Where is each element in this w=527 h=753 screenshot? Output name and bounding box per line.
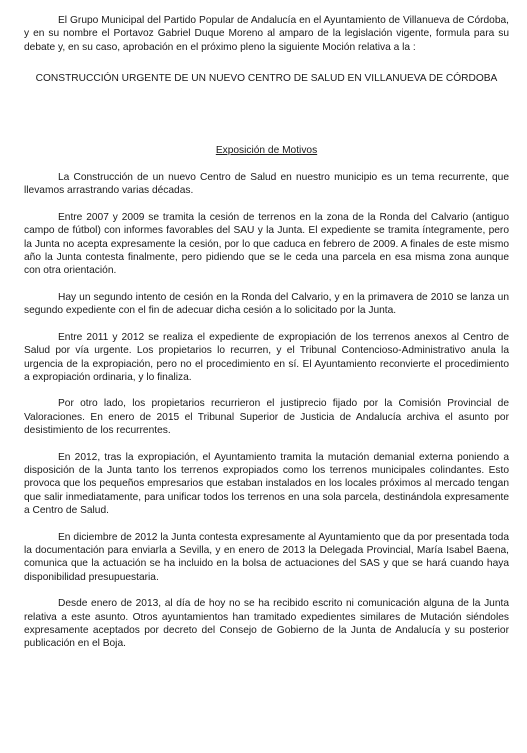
paragraph-5: Por otro lado, los propietarios recurrieron el justiprecio fijado por la Comisión Provincial de Valoraciones. En enero de 2015 el Tribunal Superior de Justicia de Andalucía archiva el asunto por desistimiento de los recurrentes. <box>24 398 509 437</box>
paragraph-1: La Construcción de un nuevo Centro de Salud en nuestro municipio es un tema recurrente, que llevamos arrastrando varias décadas. <box>24 172 509 197</box>
section-heading-text: Exposición de Motivos <box>215 144 318 156</box>
paragraph-6: En 2012, tras la expropiación, el Ayuntamiento tramita la mutación demanial externa poniendo a disposición de la Junta tanto los terrenos expropiados como los terrenos municipales colindantes. Esto provoca que los pequeños empresarios que estaban instalados en los locales próximos al mercado tengan que salir inmediatamente, para unificar todos los terrenos en una sola parcela, destinándola expresamente a Centro de Salud. <box>24 451 509 517</box>
motion-title: CONSTRUCCIÓN URGENTE DE UN NUEVO CENTRO DE SALUD EN VILLANUEVA DE CÓRDOBA <box>35 73 498 85</box>
intro-paragraph: El Grupo Municipal del Partido Popular de Andalucía en el Ayuntamiento de Villanueva de Córdoba, y en su nombre el Portavoz Gabriel Duque Moreno al amparo de la legislación vigente, formula para su debate y, en su caso, aprobación en el próximo pleno la siguiente Moción relativa a la : <box>24 15 509 53</box>
paragraph-4: Entre 2011 y 2012 se realiza el expediente de expropiación de los terrenos anexos al Centro de Salud por vía urgente. Los propietarios lo recurren, y el Tribunal Contencioso-Administrativo anula la urgencia de la expropiación, pero no el procedimiento en sí. El Ayuntamiento reconvierte el procedimiento a expropiación ordinaria, y lo finaliza. <box>24 331 509 383</box>
paragraph-8: Desde enero de 2013, al día de hoy no se ha recibido escrito ni comunicación alguna de la Junta relativa a este asunto. Otros ayuntamientos han tramitado expedientes similares de Mutación siéndoles expresamente aceptados por decreto del Consejo de Gobierno de la Junta de Andalucía y su posterior publicación en el Boja. <box>24 598 509 650</box>
paragraph-7: En diciembre de 2012 la Junta contesta expresamente al Ayuntamiento que da por presentada toda la documentación para enviarla a Sevilla, y en enero de 2013 la Delegada Provincial, María Isabel Baena, comunica que la actuación se ha incluido en la bolsa de actuaciones del SAS y que se hará cuando haya disponibilidad presupuestaria. <box>24 531 509 583</box>
section-heading <box>24 144 509 157</box>
paragraph-3: Hay un segundo intento de cesión en la Ronda del Calvario, y en la primavera de 2010 se lanza un segundo expediente con el fin de adecuar dicha cesión a lo solicitado por la Junta. <box>24 291 509 317</box>
paragraph-2: Entre 2007 y 2009 se tramita la cesión de terrenos en la zona de la Ronda del Calvario (antiguo campo de fútbol) con informes favorables del SAU y la Junta. El expediente se tramita íntegramente, pero la Junta no acepta expresamente la cesión, por lo que caduca en febrero de 2009. A finales de este mismo año la Junta contesta finalmente, pero pidiendo que se le ceda una parcela en esa misma zona aunque con otra orientación. <box>24 211 509 277</box>
